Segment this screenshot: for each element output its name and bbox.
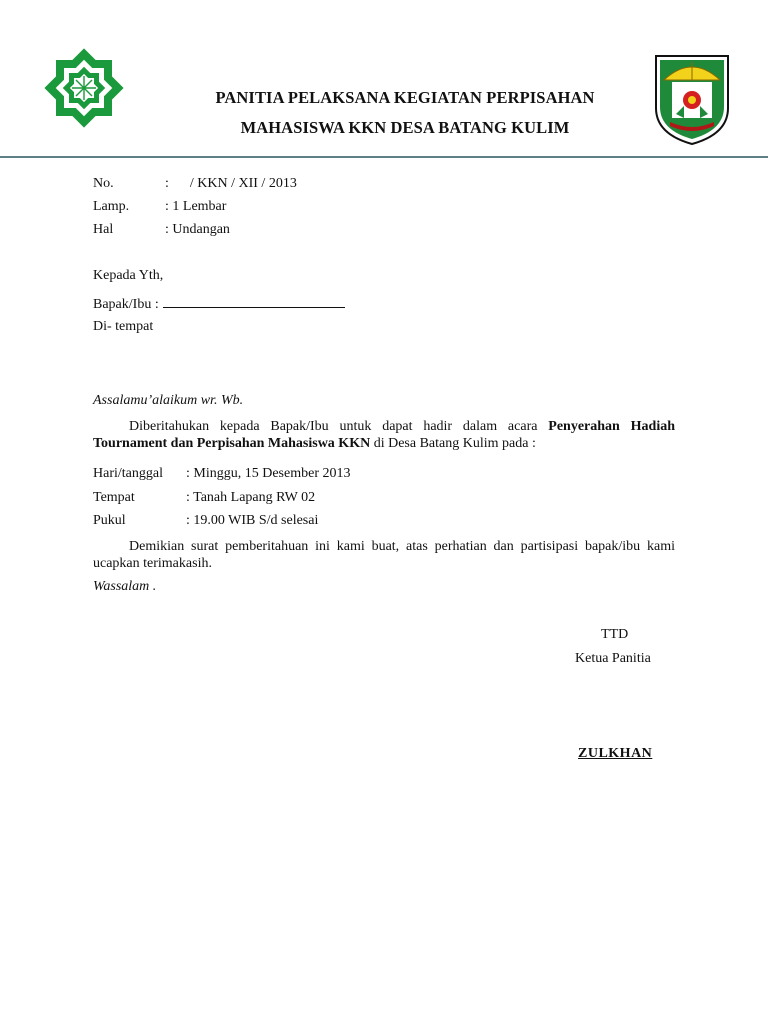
detail-row (93, 513, 318, 529)
letterhead-line-2: MAHASISWA KKN DESA BATANG KULIM (240, 118, 570, 137)
detail-value: : Minggu, 15 Desember 2013 (186, 466, 351, 481)
meta-lamp (93, 199, 226, 215)
event-name: Penyerahan Hadiah Tournament dan Perpisahan Mahasiswa KKN (93, 419, 676, 451)
regional-crest-icon (652, 48, 732, 146)
meta-hal-label: Hal (93, 222, 114, 237)
meta-lamp-label: Lamp. (93, 199, 130, 214)
detail-label: Pukul (93, 513, 126, 528)
letterhead-divider (0, 156, 768, 158)
signature-name: ZULKHAN (578, 746, 653, 761)
detail-row (93, 490, 315, 506)
detail-value: : 19.00 WIB S/d selesai (186, 513, 319, 528)
recipient-ditempat: Di- tempat (93, 319, 154, 334)
signature-ttd: TTD (601, 627, 629, 642)
meta-lamp-value: : 1 Lembar (165, 199, 227, 214)
islamic-star-emblem-icon (38, 42, 130, 134)
meta-no-value: : / KKN / XII / 2013 (165, 176, 297, 191)
detail-row (93, 466, 350, 482)
paragraph-invitation (93, 418, 675, 452)
salutation: Assalamu’alaikum wr. Wb. (93, 393, 244, 408)
closing-wassalam: Wassalam . (93, 579, 157, 594)
meta-hal (93, 222, 230, 238)
recipient-bapak-label: Bapak/Ibu : (93, 297, 159, 312)
detail-label: Hari/tanggal (93, 466, 163, 481)
detail-value: : Tanah Lapang RW 02 (186, 490, 316, 505)
paragraph-closing: Demikian surat pemberitahuan ini kami buat, atas perhatian dan partisipasi bapak/ibu kami ucapkan terimakasih. (93, 539, 675, 571)
meta-no-label: No. (93, 176, 114, 191)
letterhead-line-1: PANITIA PELAKSANA KEGIATAN PERPISAHAN (215, 88, 595, 107)
paragraph-invitation-end: di Desa Batang Kulim pada : (370, 436, 536, 451)
recipient-bapak (93, 295, 345, 313)
meta-no (93, 176, 297, 192)
meta-hal-value: : Undangan (165, 222, 230, 237)
recipient-name-blank (163, 295, 345, 308)
paragraph-invitation-start: Diberitahukan kepada Bapak/Ibu untuk dapat hadir dalam acara (129, 419, 549, 434)
detail-label: Tempat (93, 490, 135, 505)
signature-role: Ketua Panitia (575, 651, 651, 666)
recipient-greeting: Kepada Yth, (93, 268, 164, 283)
